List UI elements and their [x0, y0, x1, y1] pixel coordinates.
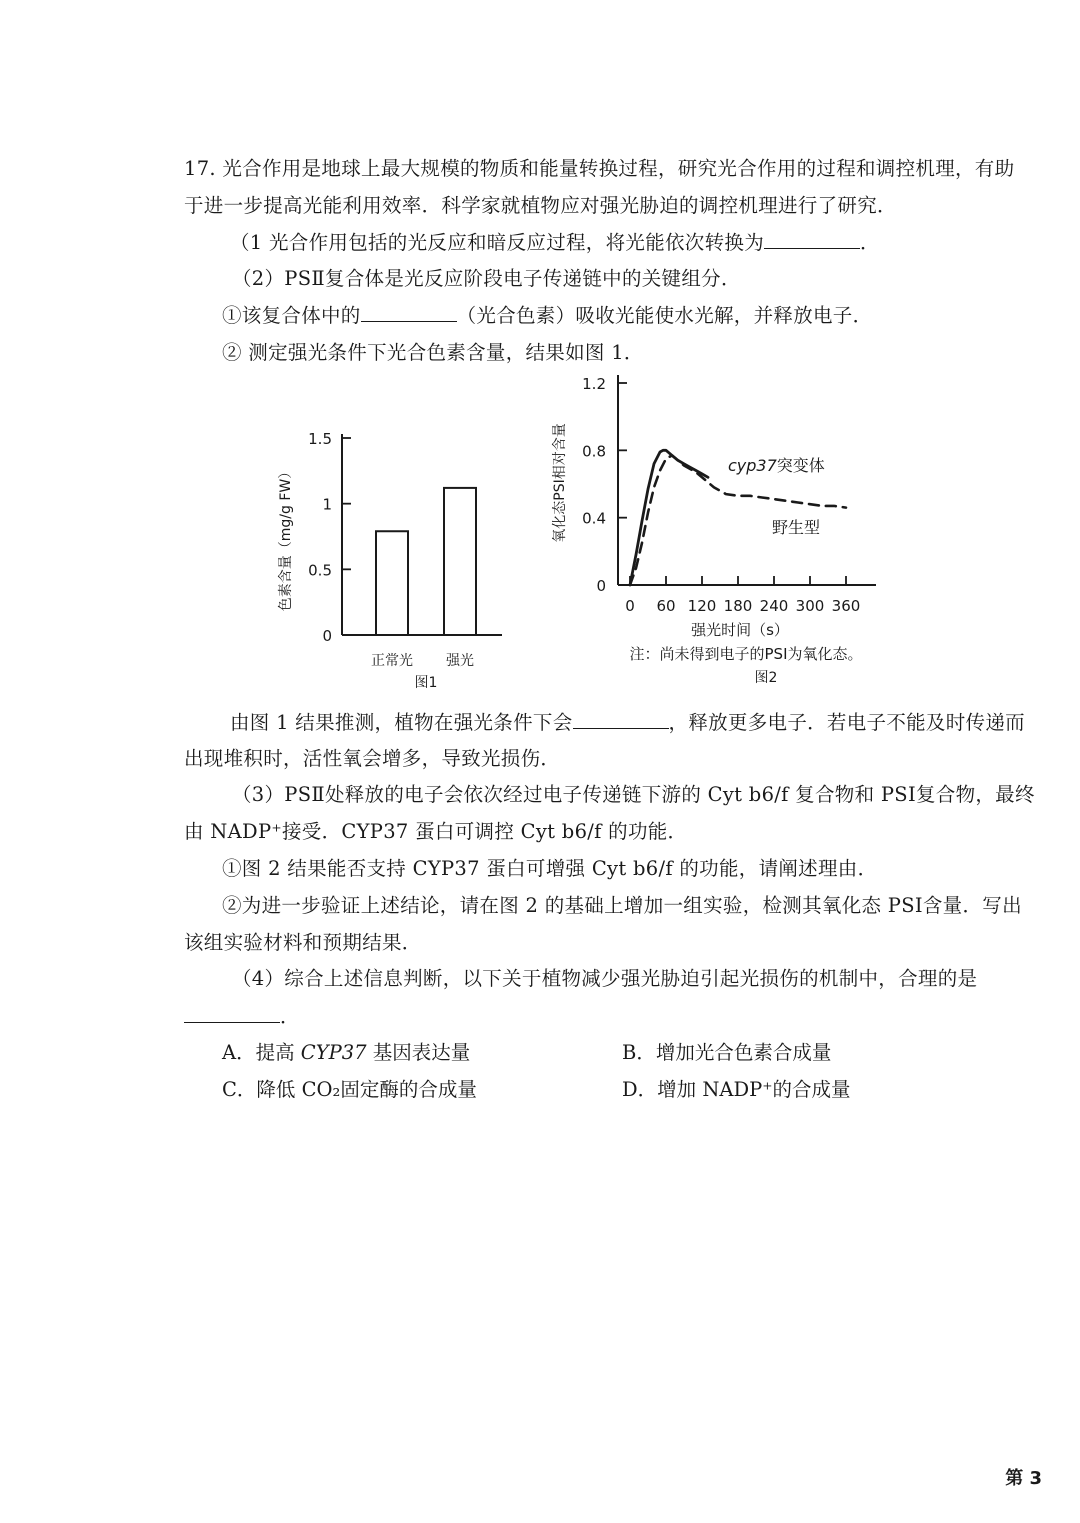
fig2-legend-mutant-gene: cyp37	[728, 456, 777, 475]
fig2-x-tick-label: 0	[625, 597, 635, 615]
fig2-y-tick-label: 0.4	[582, 509, 606, 528]
fig1-bar	[444, 488, 476, 635]
answer-blank-1[interactable]	[764, 230, 860, 249]
part4-line: （4）综合上述信息判断，以下关于植物减少强光胁迫引起光损伤的机制中，合理的是	[232, 967, 978, 990]
part3-question2-line1: ②为进一步验证上述结论，请在图 2 的基础上增加一组实验，检测其氧化态 PSⅠ含量．写出	[222, 894, 1022, 917]
fig2-x-tick-label: 120	[687, 597, 717, 615]
part2-sub1-text: ①该复合体中的	[222, 304, 361, 327]
fig1-y-tick-label: 0	[322, 627, 332, 645]
after-figure-line1	[230, 710, 1025, 736]
fig2-y-tick-label: 0	[596, 577, 606, 595]
part3-line2: 由 NADP⁺接受．CYP37 蛋白可调控 Cyt b6/f 的功能．	[184, 820, 688, 843]
option-a-prefix: A．提高	[222, 1041, 301, 1064]
fig1-bar	[376, 531, 408, 635]
fig1-y-tick-label: 1.5	[308, 430, 332, 448]
part1-end: ．	[860, 231, 880, 254]
part3-question2-line2: 该组实验材料和预期结果．	[184, 931, 422, 954]
answer-blank-2[interactable]	[361, 303, 457, 322]
after-figure-rest: ，释放更多电子．若电子不能及时传递而	[668, 711, 1025, 734]
fig1-title: 图1	[414, 675, 438, 691]
part2-sub2-line: ② 测定强光条件下光合色素含量，结果如图 1．	[222, 341, 644, 364]
fig1-y-axis-label: 色素含量（mg/g FW）	[278, 464, 294, 612]
option-d[interactable]: D．增加 NADP⁺的合成量	[622, 1078, 851, 1101]
answer-blank-4[interactable]	[184, 1004, 280, 1023]
fig2-y-axis-label: 氧化态PSⅠ相对含量	[552, 423, 568, 543]
after-figure-line2: 出现堆积时，活性氧会增多，导致光损伤．	[184, 747, 561, 770]
option-c[interactable]: C．降低 CO₂固定酶的合成量	[222, 1078, 477, 1101]
part3-line1: （3）PSⅡ处释放的电子会依次经过电子传递链下游的 Cyt b6/f 复合物和 PSⅠ复合物，最终	[232, 783, 1035, 806]
figure1-bar-chart	[270, 410, 530, 730]
part2-line: （2）PSⅡ复合体是光反应阶段电子传递链中的关键组分．	[232, 267, 741, 290]
fig2-x-tick-label: 360	[831, 597, 861, 615]
fig2-x-axis-label: 强光时间（s）	[691, 621, 789, 639]
option-a[interactable]	[222, 1040, 470, 1066]
fig2-x-tick-label: 60	[656, 597, 676, 615]
part4-end: ．	[280, 1005, 300, 1028]
fig2-title: 图2	[754, 670, 778, 685]
part1-line	[230, 230, 880, 256]
option-a-gene: CYP37	[300, 1041, 367, 1064]
fig2-legend-wildtype: 野生型	[772, 518, 821, 537]
fig2-legend-mutant	[728, 456, 825, 475]
part1-text: （1 光合作用包括的光反应和暗反应过程，将光能依次转换为	[230, 231, 765, 254]
part2-sub1-line	[222, 303, 872, 329]
fig2-x-tick-label: 300	[795, 597, 825, 615]
page-number: 第 3	[1005, 1468, 1042, 1489]
fig2-line-mutant	[630, 450, 708, 585]
part4-blank-line	[184, 1004, 300, 1030]
option-a-suffix: 基因表达量	[366, 1041, 471, 1064]
fig2-y-tick-label: 1.2	[582, 375, 606, 393]
fig2-x-tick-label: 240	[759, 597, 789, 615]
fig2-y-tick-label: 0.8	[582, 442, 606, 461]
fig1-category-label: 正常光	[371, 653, 413, 669]
fig2-note: 注：尚未得到电子的PSⅠ为氧化态。	[629, 645, 863, 663]
question-intro-line1: 17. 光合作用是地球上最大规模的物质和能量转换过程，研究光合作用的过程和调控机理，有助	[184, 157, 1015, 180]
fig1-y-tick-label: 0.5	[308, 561, 332, 580]
question-intro-line2: 于进一步提高光能利用效率．科学家就植物应对强光胁迫的调控机理进行了研究．	[184, 194, 897, 217]
fig1-category-label: 强光	[446, 653, 474, 669]
part3-question1: ①图 2 结果能否支持 CYP37 蛋白可增强 Cyt b6/f 的功能，请阐述理由．	[222, 857, 878, 880]
fig2-legend-mutant-suffix: 突变体	[776, 456, 825, 475]
part2-sub1-rest: （光合色素）吸收光能使水光解，并释放电子．	[456, 304, 873, 327]
option-b[interactable]: B．增加光合色素合成量	[622, 1041, 832, 1064]
after-figure-text: 由图 1 结果推测，植物在强光条件下会	[230, 711, 573, 734]
figure2-line-chart	[540, 365, 970, 685]
fig1-y-tick-label: 1	[322, 495, 332, 514]
answer-blank-3[interactable]	[573, 710, 669, 729]
fig2-x-tick-label: 180	[723, 597, 753, 615]
